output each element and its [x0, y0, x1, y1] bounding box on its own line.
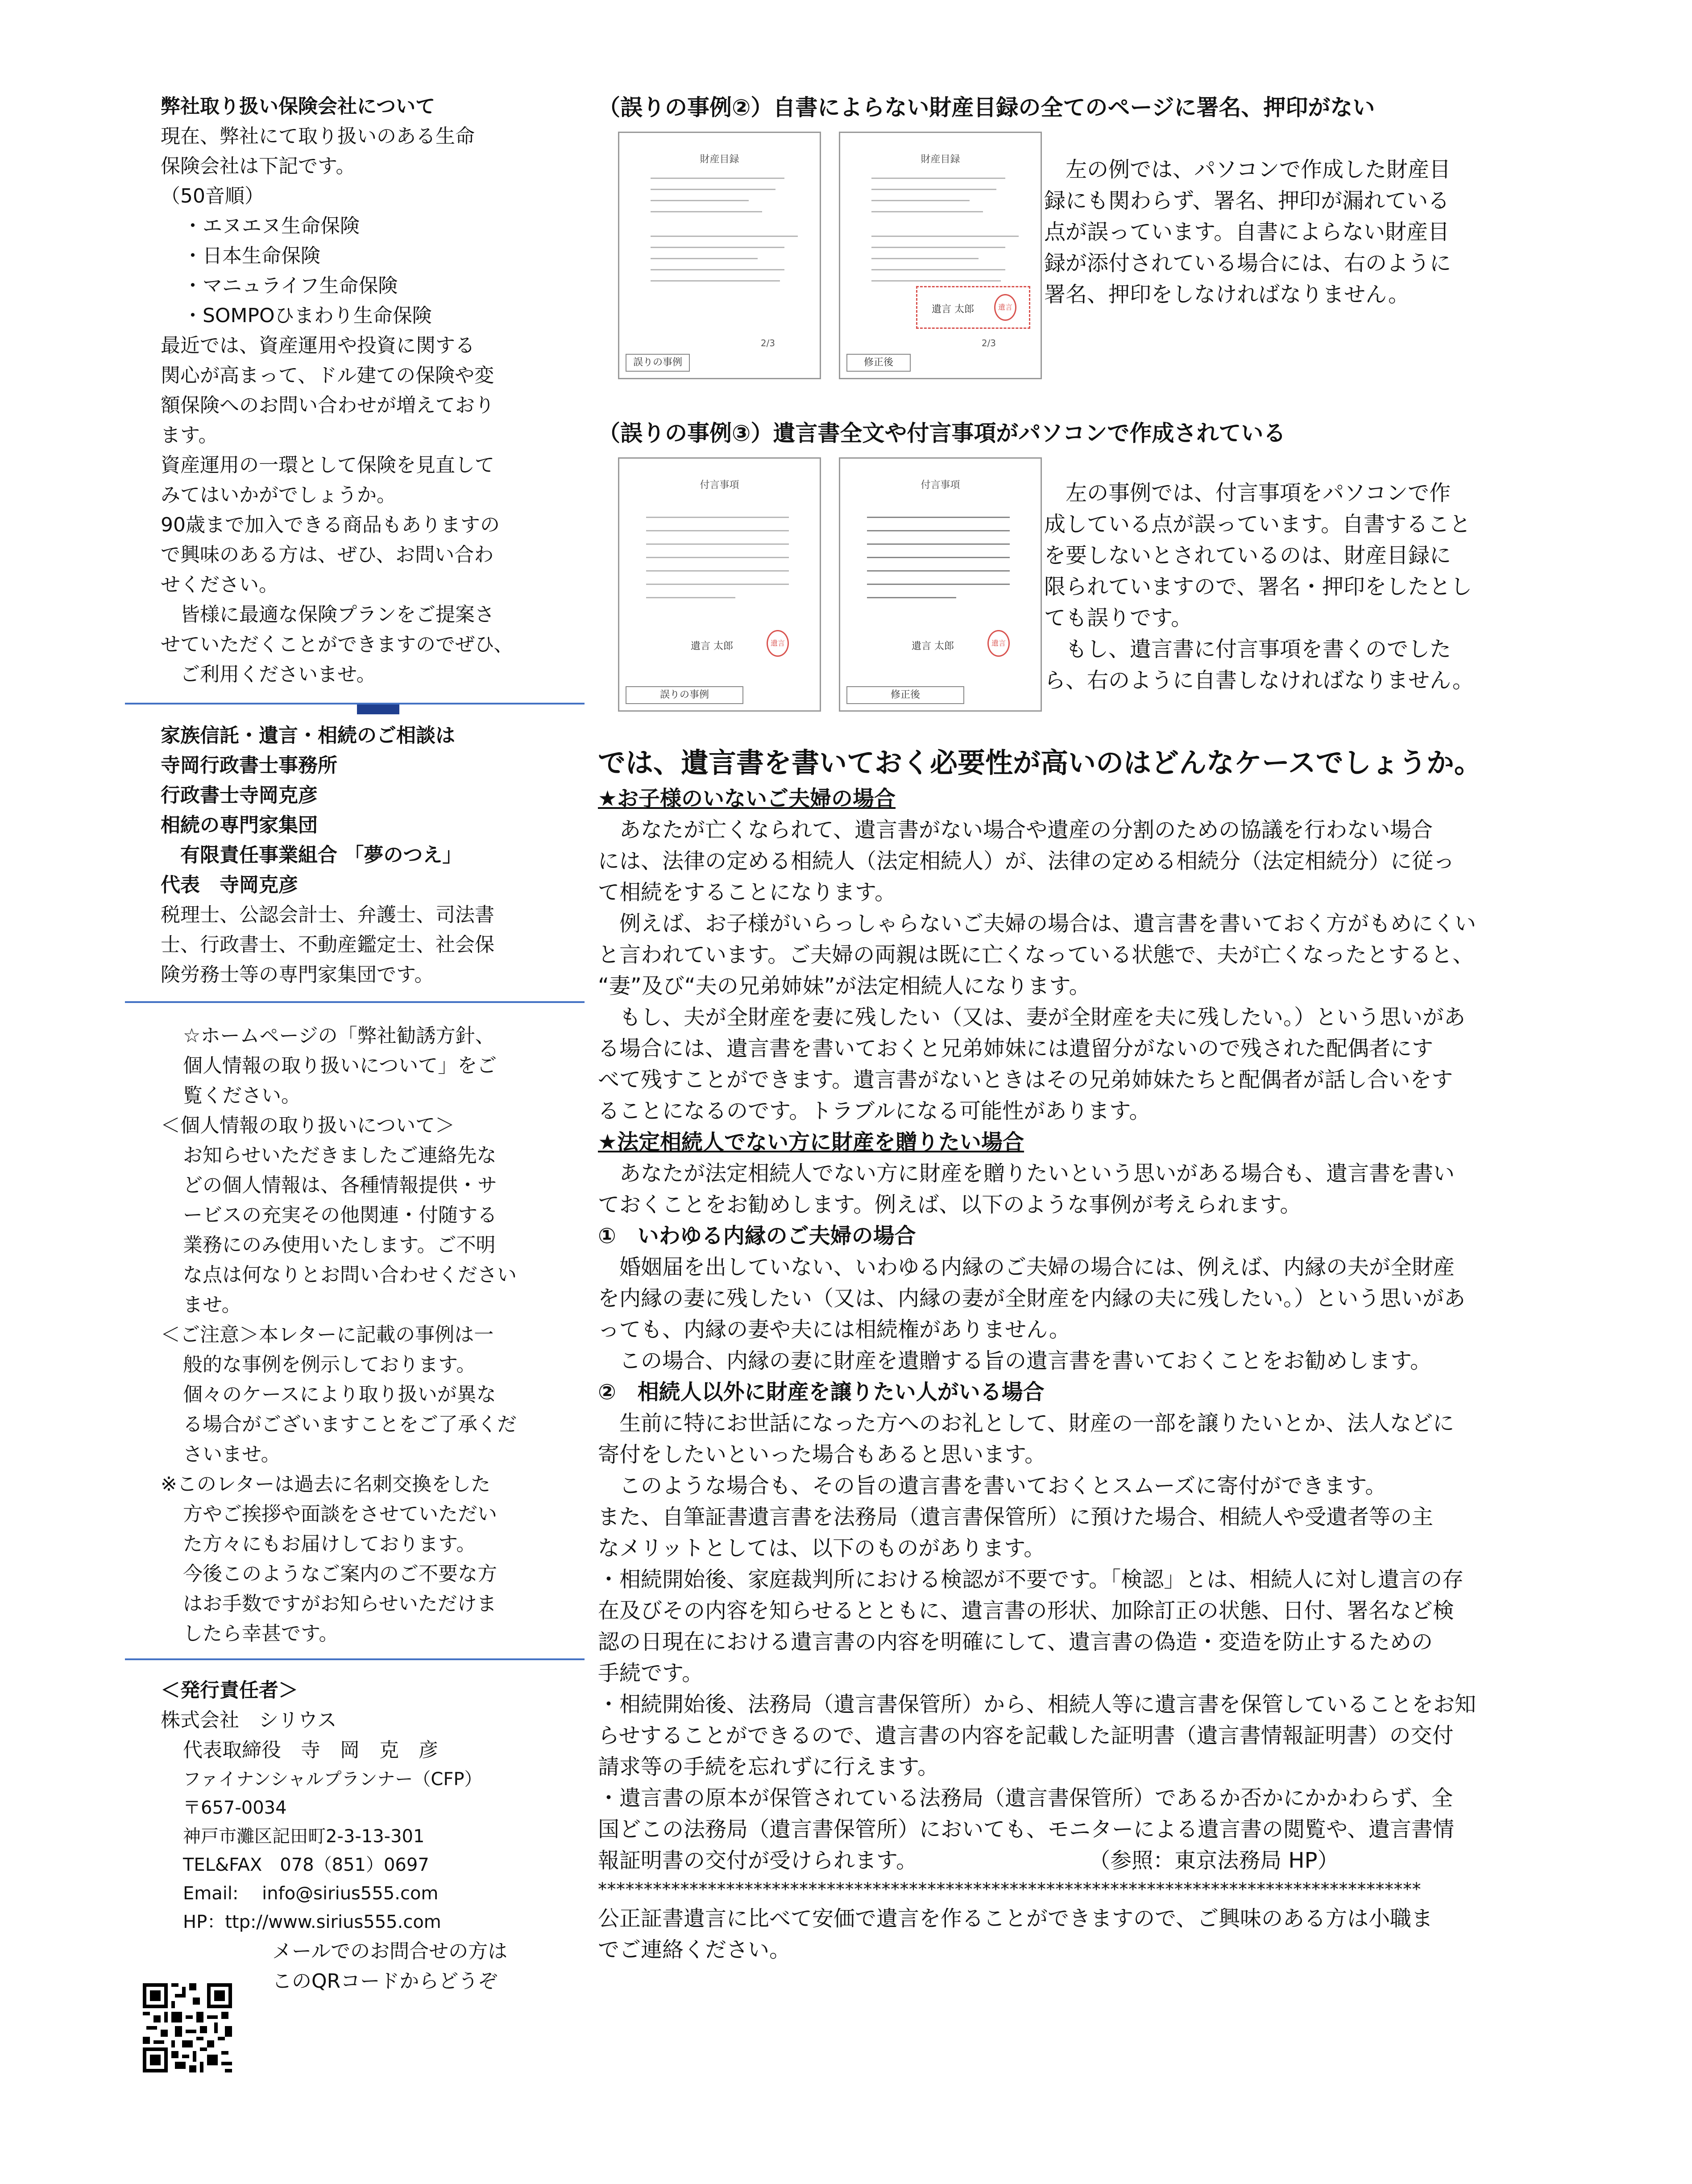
privacy-body-line: どの個人情報は、各種情報提供・サ — [183, 1174, 497, 1197]
example2-fixed-doc — [839, 132, 1042, 379]
example2-title: （誤りの事例②）自書によらない財産目録の全てのページに署名、押印がない — [598, 95, 1375, 120]
doc-title: 付言事項 — [921, 480, 960, 491]
insurance-body-line: せていただくことができますのでぜひ、 — [161, 633, 514, 656]
consult-bold-line: 相続の専門家集団 — [161, 814, 318, 837]
example3-row — [598, 457, 1566, 716]
explanation-line: 署名、押印をしなければなりません。 — [1044, 282, 1410, 307]
page-number: 2/3 — [981, 338, 996, 348]
case1-line: て相続をすることになります。 — [598, 880, 896, 905]
case1-line: る場合には、遺言書を書いておくと兄弟姉妹には遺留分がないので残された配偶者にす — [598, 1036, 1434, 1061]
insurance-body-line: で興味のある方は、ぜひ、お問い合わ — [161, 543, 494, 566]
consult-bold-line: 行政書士寺岡克彦 — [161, 784, 318, 807]
sub2-title: ② 相続人以外に財産を譲りたい人がいる場合 — [598, 1380, 1045, 1405]
letter-body-line: 方やご挨拶や面談をさせていただい — [183, 1503, 497, 1525]
sub1-line: この場合、内縁の妻に財産を遺贈する旨の遺言書を書いておくことをお勧めします。 — [598, 1348, 1432, 1373]
caution-body-line: 個々のケースにより取り扱いが異な — [183, 1383, 496, 1406]
qr-code-icon[interactable] — [143, 1983, 232, 2072]
sub2-line: ・相続開始後、家庭裁判所における検認が不要です。「検認」とは、相続人に対し遺言の存 — [598, 1567, 1464, 1592]
insurance-company: ・SOMPOひまわり生命保険 — [183, 304, 432, 327]
insurance-company: ・日本生命保険 — [183, 245, 320, 267]
example3-wrong-doc — [618, 457, 821, 712]
sub2-line: 認の日現在における遺言書の内容を明確にして、遺言書の偽造・変造を防止するための — [598, 1629, 1433, 1654]
seal-stamp: 遺言 — [767, 630, 789, 657]
representative: 代表取締役 寺 岡 克 彦 — [183, 1739, 438, 1761]
privacy-body-line: 業務にのみ使用いたします。ご不明 — [183, 1234, 496, 1256]
notice-line: 個人情報の取り扱いについて」をご — [183, 1054, 497, 1077]
explanation-line: ても誤りです。 — [1044, 605, 1193, 630]
right-column — [598, 91, 1566, 1965]
privacy-body-line: な点は何なりとお問い合わせください — [183, 1264, 517, 1286]
example2-row — [598, 132, 1566, 381]
sub2-line: ・相続開始後、法務局（遺言書保管所）から、相続人等に遺言書を保管していることをお知 — [598, 1692, 1476, 1717]
insurance-company: ・エヌエヌ生命保険 — [183, 215, 360, 237]
qr-note-line: このQRコードからどうぞ — [272, 1970, 498, 1993]
doc-title: 付言事項 — [700, 480, 739, 491]
case1-line: あなたが亡くなられて、遺言書がない場合や遺産の分割のための協議を行わない場合 — [598, 817, 1433, 842]
privacy-body-line: お知らせいただきましたご連絡先な — [183, 1144, 497, 1167]
sub2-line: 報証明書の交付が受けられます。 （参照：東京法務局 HP） — [598, 1848, 1339, 1873]
privacy-title: ＜個人情報の取り扱いについて＞ — [161, 1114, 455, 1137]
qr-note-line: メールでのお問合せの方は — [272, 1940, 508, 1963]
seal-stamp: 遺言 — [987, 630, 1010, 657]
sub2-line: らせすることができるので、遺言書の内容を記載した証明書（遺言書情報証明書）の交付 — [598, 1723, 1454, 1748]
sub2-line: なメリットとしては、以下のものがあります。 — [598, 1536, 1045, 1561]
explanation-line: 点が誤っています。自書によらない財産目 — [1044, 220, 1450, 245]
insurance-title: 弊社取り扱い保険会社について — [161, 95, 435, 118]
letter-body-line: したら幸甚です。 — [183, 1622, 339, 1645]
fp-title: ファイナンシャルプランナー（CFP） — [183, 1769, 482, 1790]
insurance-company: ・マニュライフ生命保険 — [183, 274, 398, 297]
sub2-line: 請求等の手続を忘れずに行えます。 — [598, 1754, 939, 1779]
case1-line: べて残すことができます。遺言書がないときはその兄弟姉妹たちと配偶者が話し合いをす — [598, 1067, 1453, 1092]
caution-body-line: さいませ。 — [183, 1443, 281, 1466]
sub1-title: ① いわゆる内縁のご夫婦の場合 — [598, 1223, 916, 1248]
letter-title: ※このレターは過去に名刺交換をした — [161, 1473, 491, 1496]
page-number: 2/3 — [760, 338, 775, 348]
homepage[interactable]: HP：ttp://www.sirius555.com — [183, 1912, 441, 1932]
email[interactable]: Email: info@sirius555.com — [183, 1883, 439, 1904]
postal-code: 〒657-0034 — [183, 1798, 287, 1818]
insurance-body-line: 関心が高まって、ドル建ての保険や変 — [161, 364, 494, 387]
example2-wrong-doc — [618, 132, 821, 379]
publisher-title: ＜発行責任者＞ — [161, 1679, 298, 1702]
consult-body-line: 士、行政書士、不動産鑑定士、社会保 — [161, 933, 494, 956]
tel-fax: TEL&FAX 078（851）0697 — [183, 1855, 429, 1875]
insurance-intro-1: 現在、弊社にて取り扱いのある生命 — [161, 125, 475, 148]
insurance-body-line: みてはいかがでしょうか。 — [161, 484, 396, 506]
consult-bold-line: 代表 寺岡克彦 — [161, 874, 298, 896]
doc-title: 財産目録 — [921, 154, 960, 165]
sub2-line: 在及びその内容を知らせるとともに、遺言書の形状、加除訂正の状態、日付、署名など検 — [598, 1598, 1454, 1623]
case1-title: ★お子様のいないご夫婦の場合 — [598, 786, 896, 811]
sub2-line: 寄付をしたいといった場合もあると思います。 — [598, 1442, 1046, 1467]
explanation-line: 左の例では、パソコンで作成した財産目 — [1044, 157, 1451, 182]
main-heading: では、遺言書を書いておく必要性が高いのはどんなケースでしょうか。 — [598, 746, 1482, 779]
insurance-body-line: 90歳まで加入できる商品もありますの — [161, 514, 500, 536]
sub1-line: を内縁の妻に残したい（又は、内縁の妻が全財産を内縁の夫に残したい。）という思いがあ — [598, 1286, 1466, 1311]
sub1-line: っても、内縁の妻や夫には相続権がありません。 — [598, 1317, 1070, 1342]
explanation-line: 限られていますので、署名・押印をしたとし — [1044, 574, 1472, 599]
company-name: 株式会社 シリウス — [161, 1709, 337, 1732]
signature-name: 遺言 太郎 — [691, 641, 733, 652]
section-divider — [161, 1649, 576, 1675]
sub2-line: 国どこの法務局（遺言書保管所）においても、モニターによる遺言書の閲覧や、遺言書情 — [598, 1817, 1455, 1842]
explanation-line: 左の事例では、付言事項をパソコンで作 — [1044, 481, 1451, 506]
signature-name: 遺言 太郎 — [932, 304, 974, 315]
example3-title: （誤りの事例③）遺言書全文や付言事項がパソコンで作成されている — [598, 420, 1286, 446]
closing-line: 公正証書遺言に比べて安価で遺言を作ることができますので、ご興味のある方は小職ま — [598, 1906, 1433, 1931]
case1-line: “妻”及び“夫の兄弟姉妹”が法定相続人になります。 — [598, 974, 1091, 999]
section-divider — [161, 689, 576, 721]
example3-fixed-doc — [839, 457, 1042, 712]
section-divider — [161, 990, 576, 1021]
insurance-body-line: せください。 — [161, 573, 278, 596]
consult-body-line: 税理士、公認会計士、弁護士、司法書 — [161, 903, 494, 926]
privacy-body-line: ービスの充実その他関連・付随する — [183, 1204, 497, 1227]
case1-line: ることになるのです。トラブルになる可能性があります。 — [598, 1098, 1151, 1123]
insurance-body-line: 皆様に最適な保険プランをご提案さ — [161, 603, 494, 626]
case2-title: ★法定相続人でない方に財産を贈りたい場合 — [598, 1130, 1024, 1155]
letter-body-line: 今後このようなご案内のご不要な方 — [183, 1562, 497, 1585]
caution-body-line: る場合がございますことをご了承くだ — [183, 1413, 517, 1436]
example2-explanation — [1044, 154, 1566, 310]
insurance-body-line: 額保険へのお問い合わせが増えており — [161, 394, 494, 417]
consult-bold-line: 有限責任事業組合 「夢のつえ」 — [161, 844, 462, 866]
sub2-line: また、自筆証書遺言書を法務局（遺言書保管所）に預けた場合、相続人や受遺者等の主 — [598, 1504, 1434, 1529]
case1-line: と言われています。ご夫婦の両親は既に亡くなっている状態で、夫が亡くなったとすると、 — [598, 942, 1474, 967]
explanation-line: 録にも関わらず、署名、押印が漏れている — [1044, 188, 1450, 213]
explanation-line: 録が添付されている場合には、右のように — [1044, 251, 1451, 276]
explanation-line: ら、右のように自書しなければなりません。 — [1044, 668, 1474, 693]
sub2-line: このような場合も、その旨の遺言書を書いておくとスムーズに寄付ができます。 — [598, 1473, 1387, 1498]
seal-stamp: 遺言 — [994, 294, 1016, 321]
wrong-example-label: 誤りの事例 — [626, 686, 743, 704]
case1-line: もし、夫が全財産を妻に残したい（又は、妻が全財産を夫に残したい。）という思いがあ — [598, 1005, 1466, 1030]
sub2-line: 生前に特にお世話になった方へのお礼として、財産の一部を譲りたいとか、法人などに — [598, 1411, 1455, 1436]
signature-name: 遺言 太郎 — [912, 641, 954, 652]
consult-body-line: 険労務士等の専門家集団です。 — [161, 963, 434, 986]
fixed-example-label: 修正後 — [846, 354, 911, 372]
consult-bold-line: 家族信託・遺言・相続のご相談は — [161, 724, 455, 747]
doc-title: 財産目録 — [700, 154, 739, 165]
caution-body-line: 般的な事例を例示しております。 — [183, 1353, 476, 1376]
fixed-example-label: 修正後 — [846, 686, 964, 704]
sub2-line: ・遺言書の原本が保管されている法務局（遺言書保管所）であるか否かにかかわらず、全 — [598, 1786, 1453, 1811]
insurance-intro-3: （50音順） — [161, 185, 264, 207]
notice-line: 覧ください。 — [183, 1084, 301, 1107]
case2-line: あなたが法定相続人でない方に財産を贈りたいという思いがある場合も、遺言書を書い — [598, 1161, 1455, 1186]
example3-explanation — [1044, 477, 1566, 696]
caution-title: ＜ご注意＞本レターに記載の事例は一 — [161, 1323, 494, 1346]
address: 神戸市灘区記田町2-3-13-301 — [183, 1826, 425, 1847]
notice-line: ☆ホームページの「弊社勧誘方針、 — [183, 1024, 495, 1047]
explanation-line: 成している点が誤っています。自書すること — [1044, 512, 1471, 537]
insurance-body-line: ご利用くださいませ。 — [161, 663, 376, 686]
privacy-body-line: ませ。 — [183, 1293, 241, 1316]
letter-body-line: た方々にもお届けしております。 — [183, 1533, 476, 1555]
sub1-line: 婚姻届を出していない、いわゆる内縁のご夫婦の場合には、例えば、内縁の夫が全財産 — [598, 1255, 1455, 1280]
closing-line: でご連絡ください。 — [598, 1937, 791, 1962]
explanation-line: を要しないとされているのは、財産目録に — [1044, 543, 1451, 568]
wrong-example-label: 誤りの事例 — [626, 354, 690, 372]
case2-line: ておくことをお勧めします。例えば、以下のような事例が考えられます。 — [598, 1192, 1302, 1217]
insurance-intro-2: 保険会社は下記です。 — [161, 155, 356, 178]
insurance-body-line: 資産運用の一環として保険を見直して — [161, 454, 494, 477]
left-column — [161, 91, 576, 1996]
consult-bold-line: 寺岡行政書士事務所 — [161, 754, 337, 777]
insurance-body-line: ます。 — [161, 424, 218, 447]
sub2-line: 手続です。 — [598, 1661, 704, 1686]
case1-line: には、法律の定める相続人（法定相続人）が、法律の定める相続分（法定相続分）に従っ — [598, 849, 1455, 874]
case1-line: 例えば、お子様がいらっしゃらないご夫婦の場合は、遺言書を書いておく方がもめにくい — [598, 911, 1476, 936]
explanation-line: もし、遺言書に付言事項を書くのでした — [1044, 637, 1451, 662]
letter-body-line: はお手数ですがお知らせいただけま — [183, 1592, 497, 1615]
star-separator: ****************************************************************************************** — [598, 1879, 1421, 1900]
insurance-body-line: 最近では、資産運用や投資に関する — [161, 334, 475, 357]
